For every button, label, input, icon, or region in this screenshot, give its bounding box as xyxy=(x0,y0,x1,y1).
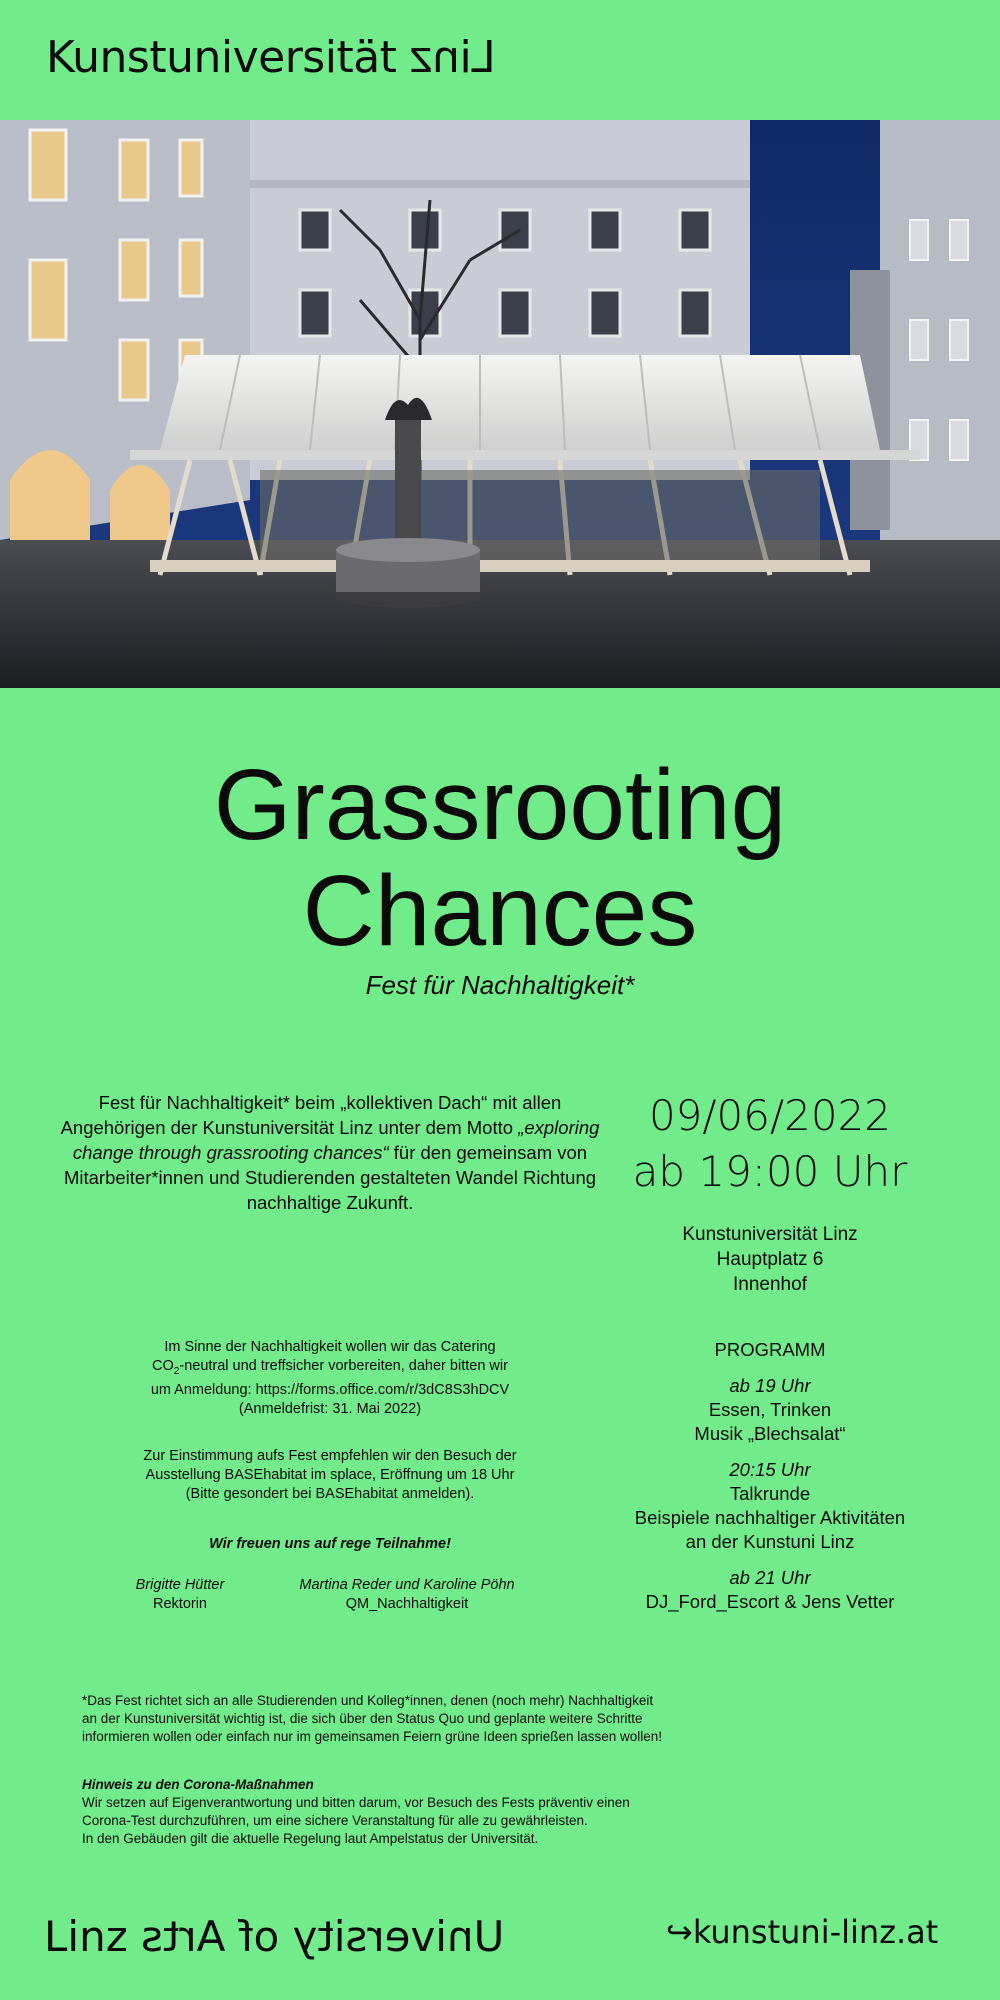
title-line-1: Grassrooting xyxy=(213,749,787,861)
footnote-line: *Das Fest richtet sich an alle Studierenden und Kolleg*innen, denen (noch mehr) Nachhaltigkeit xyxy=(82,1693,654,1708)
program-slot xyxy=(600,1458,940,1554)
website-link[interactable] xyxy=(666,1913,939,1951)
signature-role: QM_Nachhaltigkeit xyxy=(345,1596,469,1612)
event-datetime xyxy=(600,1088,940,1200)
catering-line-2: $CO_2$-neutral und treffsicher vorbereiten, daher bitten wir xyxy=(152,1358,508,1377)
program-slot-line: DJ_Ford_Escort & Jens Vetter xyxy=(645,1591,895,1612)
location-line-3: Innenhof xyxy=(733,1274,807,1295)
program-slot-line: Talkrunde xyxy=(729,1483,811,1504)
catering-paragraph xyxy=(60,1338,600,1419)
catering-line-1: Im Sinne der Nachhaltigkeit wollen wir das Catering xyxy=(164,1339,496,1355)
signature-name: Martina Reder und Karoline Pöhn xyxy=(299,1577,515,1593)
footnote-audience xyxy=(82,1692,912,1746)
logo-kunstuniversitaet: Kunstuniversität xyxy=(46,32,397,83)
footnote-line: In den Gebäuden gilt die aktuelle Regelung laut Ampelstatus der Universität. xyxy=(82,1831,539,1846)
footnote-line: Corona-Test durchzuführen, um eine sichere Veranstaltung für alle zu gewährleisten. xyxy=(82,1813,588,1828)
signature-name: Brigitte Hütter xyxy=(135,1577,225,1593)
intro-part-1: Fest für Nachhaltigkeit* beim „kollektiven Dach“ mit allen Angehörigen der Kunstuniversität Linz unter dem Motto xyxy=(60,1092,562,1138)
catering-registration-link[interactable]: um Anmeldung: https://forms.office.com/r/3dC8S3hDCV xyxy=(150,1381,510,1398)
closing-line: Wir freuen uns auf rege Teilnahme! xyxy=(209,1536,451,1552)
program-slot xyxy=(600,1374,940,1446)
program-slot-time: 20:15 Uhr xyxy=(729,1459,811,1480)
signature-rector xyxy=(100,1576,260,1614)
title-line-2: Chances xyxy=(302,855,698,967)
footnote-line: informieren wollen oder einfach nur im gemeinsamen Feiern grüne Ideen sprießen lassen wollen! xyxy=(82,1729,663,1744)
program-slot-time: ab 19 Uhr xyxy=(729,1375,811,1396)
program-slot-line: Essen, Trinken xyxy=(708,1399,832,1420)
exhibition-line-3: (Bitte gesondert bei BASEhabitat anmelden). xyxy=(185,1486,475,1502)
intro-motto: „exploring change through grassrooting chances“ xyxy=(72,1117,600,1163)
exhibition-line-1: Zur Einstimmung aufs Fest empfehlen wir den Besuch der xyxy=(143,1448,517,1464)
courtyard-photo xyxy=(0,120,1000,688)
logo-bottom xyxy=(44,1912,505,1961)
intro-paragraph xyxy=(60,1090,600,1215)
program-slot-line: Beispiele nachhaltiger Aktivitäten xyxy=(634,1507,906,1528)
location-line-1: Kunstuniversität Linz xyxy=(682,1224,858,1245)
program-slot xyxy=(600,1566,940,1614)
program-section xyxy=(600,1338,940,1614)
exhibition-line-2: Ausstellung BASEhabitat im splace, Eröffnung um 18 Uhr xyxy=(145,1467,515,1483)
event-time: ab 19:00 Uhr xyxy=(632,1147,908,1196)
footnote-line: Wir setzen auf Eigenverantwortung und bitten darum, vor Besuch des Fests präventiv einen xyxy=(82,1795,630,1810)
signature-role: Rektorin xyxy=(153,1596,207,1612)
program-slot-time: ab 21 Uhr xyxy=(729,1567,811,1588)
logo-university-mirrored: University of Arts xyxy=(141,1912,505,1961)
event-title xyxy=(0,749,1000,967)
event-location xyxy=(600,1222,940,1297)
location-line-2: Hauptplatz 6 xyxy=(716,1249,824,1270)
signature-qm xyxy=(262,1576,552,1614)
exhibition-paragraph xyxy=(60,1447,600,1504)
program-slot-line: an der Kunstuni Linz xyxy=(685,1531,855,1552)
corona-heading: Hinweis zu den Corona-Maßnahmen xyxy=(82,1777,314,1792)
footnote-line: an der Kunstuniversität wichtig ist, die sich über den Status Quo und geplante weitere Schritte xyxy=(82,1711,643,1726)
program-slot-line: Musik „Blechsalat“ xyxy=(694,1423,846,1444)
arrow-icon: ↪ xyxy=(666,1913,693,1951)
logo-top xyxy=(46,32,496,83)
logo-linz-mirrored: Linz xyxy=(409,32,496,83)
catering-deadline: (Anmeldefrist: 31. Mai 2022) xyxy=(238,1400,422,1417)
logo-linz: Linz xyxy=(44,1912,128,1961)
program-heading: PROGRAMM xyxy=(714,1339,826,1360)
event-date: 09/06/2022 xyxy=(648,1091,892,1140)
event-subtitle: Fest für Nachhaltigkeit* xyxy=(365,970,635,1000)
intro-part-2: für den gemeinsam von Mitarbeiter*innen und Studierenden gestalteten Wandel Richtung nachhaltige Zukunft. xyxy=(63,1142,597,1213)
footnote-corona xyxy=(82,1776,912,1848)
website-url[interactable]: kunstuni-linz.at xyxy=(692,1913,939,1951)
